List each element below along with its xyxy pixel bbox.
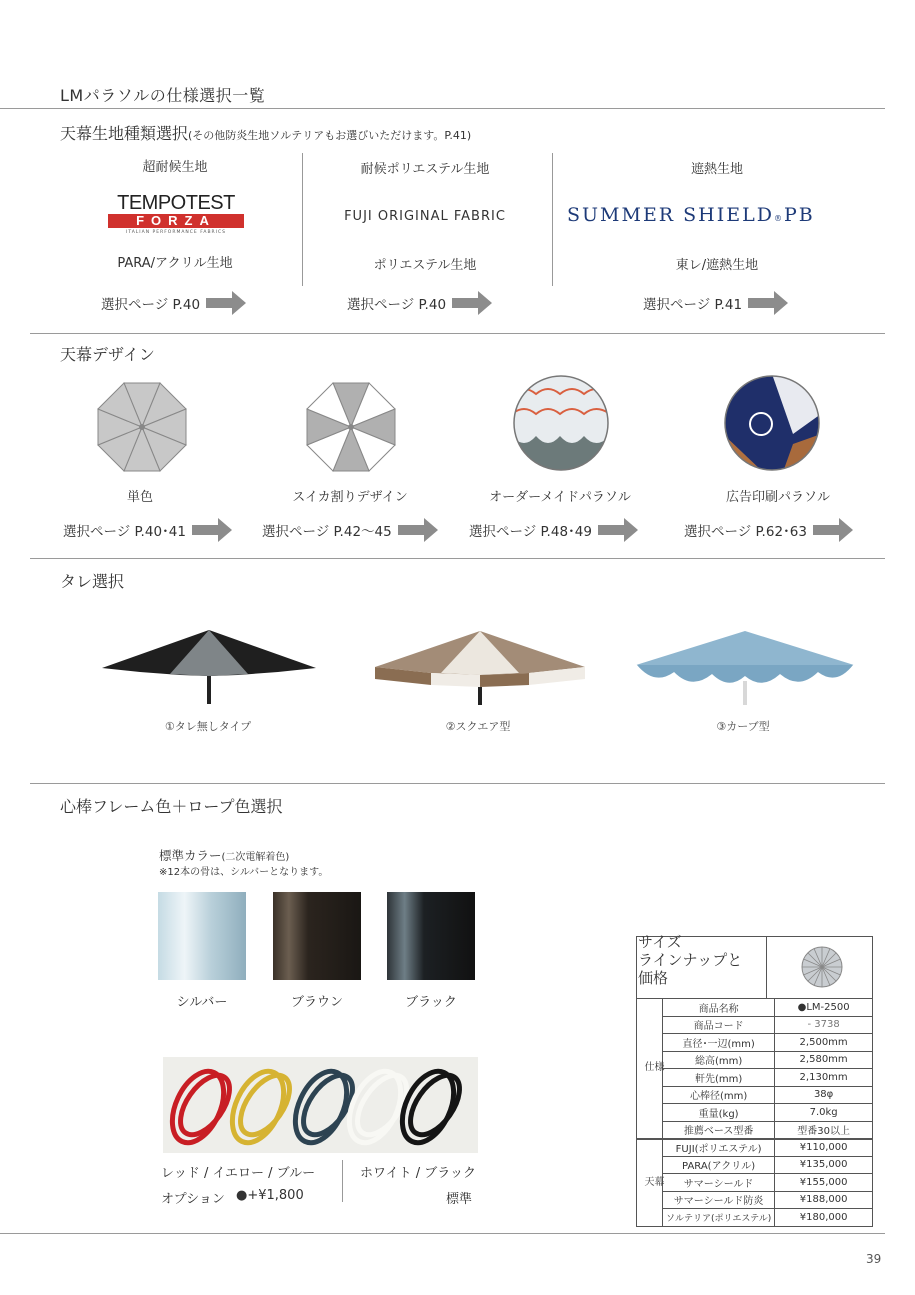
divider-vertical	[342, 1160, 343, 1202]
fabric-col1-page-link[interactable]	[101, 291, 246, 315]
ad-print-parasol-photo	[723, 374, 821, 472]
table-row	[637, 1016, 873, 1034]
arrow-right-icon	[813, 518, 853, 542]
price-label: FUJI(ポリエステル)	[663, 1139, 775, 1157]
page-title: LMパラソルの仕様選択一覧	[60, 86, 266, 105]
divider	[30, 558, 885, 559]
spec-group-label	[637, 999, 663, 1139]
fabric-col3-bottom: 東レ/遮熱生地	[675, 258, 759, 273]
summer-shield-suffix: PB	[783, 204, 815, 226]
spec-heading-line: サイズ	[638, 933, 682, 951]
table-row	[637, 1209, 873, 1227]
spec-heading-line: 価格	[638, 969, 669, 987]
price-label: ソルテリア(ポリエステル)	[663, 1209, 775, 1227]
valance-heading: タレ選択	[60, 572, 125, 591]
divider-vertical	[302, 153, 303, 286]
price-label: サマーシールド防炎	[663, 1191, 775, 1209]
divider-vertical	[552, 153, 553, 286]
price-label: サマーシールド	[663, 1174, 775, 1192]
price-value: ¥188,000	[775, 1191, 873, 1209]
spec-value: 2,500mm	[775, 1034, 873, 1052]
price-value: ¥155,000	[775, 1174, 873, 1192]
design-solid-page-link[interactable]	[63, 518, 232, 542]
page-ref: 選択ページ P.42～45	[262, 524, 392, 540]
fabric-heading-text: 天幕生地種類選択	[60, 124, 189, 143]
page-ref: 選択ページ P.40	[347, 297, 447, 313]
table-row	[637, 1069, 873, 1087]
design-watermelon-page-link[interactable]	[262, 518, 438, 542]
summer-shield-wordmark: SUMMER SHIELD	[567, 204, 774, 226]
brown-label: ブラウン	[290, 995, 343, 1010]
fabric-col3-page-link[interactable]	[643, 291, 788, 315]
solid-parasol-top-view	[94, 379, 190, 475]
summer-shield-logo	[567, 204, 877, 226]
page-ref: 選択ページ P.62･63	[684, 524, 807, 540]
curve-valance-umbrella-image	[634, 629, 856, 705]
square-valance-umbrella-image	[371, 629, 589, 705]
spec-heading	[638, 933, 742, 987]
price-value: ¥180,000	[775, 1209, 873, 1227]
design-label-watermelon: スイカ割りデザイン	[292, 490, 408, 505]
valance-label-square: ②スクエア型	[445, 720, 511, 733]
spec-heading-cell	[637, 933, 767, 998]
fabric-heading	[60, 121, 471, 144]
spec-value: 2,130mm	[775, 1069, 873, 1087]
table-row	[637, 1139, 873, 1157]
table-row	[637, 999, 873, 1017]
rope-std-label: 標準	[446, 1192, 473, 1207]
fabric-note: (その他防炎生地ソルテリアもお選びいただけます。P.41)	[188, 129, 472, 142]
spec-label: 直径･一辺(mm)	[663, 1034, 775, 1052]
fabric-col2-bottom: ポリエステル生地	[373, 258, 477, 273]
fabric-col1-top: 超耐候生地	[142, 160, 208, 175]
spec-value: ●LM-2500	[775, 999, 873, 1017]
table-row	[637, 1156, 873, 1174]
rope-colors-photo	[163, 1057, 478, 1153]
spec-group-label	[637, 1139, 663, 1227]
table-row	[637, 1191, 873, 1209]
spec-label: 商品コード	[663, 1016, 775, 1034]
spec-table	[636, 998, 873, 1227]
arrow-right-icon	[748, 291, 788, 315]
arrow-right-icon	[192, 518, 232, 542]
tempotest-tagline: ITALIAN PERFORMANCE FABRICS	[126, 230, 226, 235]
black-swatch	[387, 892, 475, 980]
design-label-solid: 単色	[126, 490, 153, 505]
table-row	[637, 1121, 873, 1139]
spec-label: 商品名称	[663, 999, 775, 1017]
frame-heading: 心棒フレーム色＋ロープ色選択	[60, 797, 283, 816]
fabric-col2-page-link[interactable]	[347, 291, 492, 315]
arrow-right-icon	[452, 291, 492, 315]
spec-label: 重量(kg)	[663, 1104, 775, 1122]
price-value: ¥135,000	[775, 1156, 873, 1174]
registered-icon: ®	[773, 214, 784, 223]
brown-swatch	[273, 892, 361, 980]
fabric-col1-bottom: PARA/アクリル生地	[117, 256, 233, 271]
std-color-label	[159, 846, 289, 864]
no-valance-umbrella-image	[100, 628, 318, 704]
page-ref: 選択ページ P.41	[643, 297, 743, 313]
parasol-top-icon	[801, 946, 843, 988]
watermelon-parasol-top-view	[303, 379, 399, 475]
table-row	[637, 1174, 873, 1192]
spec-label: 総高(mm)	[663, 1051, 775, 1069]
arrow-right-icon	[206, 291, 246, 315]
tempotest-logo	[108, 193, 244, 237]
fabric-col2-top: 耐候ポリエステル生地	[360, 162, 490, 177]
spec-value: 7.0kg	[775, 1104, 873, 1122]
rope-option-colors: レッド / イエロー / ブルー	[161, 1166, 316, 1181]
valance-label-curve: ③カーブ型	[716, 720, 770, 733]
rope-option-label: オプション	[161, 1192, 225, 1207]
spec-group-text: 天幕	[644, 1176, 665, 1188]
table-row	[637, 1086, 873, 1104]
std-color-title: 標準カラー	[159, 848, 222, 863]
spec-value: 2,580mm	[775, 1051, 873, 1069]
price-value: ¥110,000	[775, 1139, 873, 1157]
divider	[0, 1233, 885, 1234]
spec-label: 心棒径(mm)	[663, 1086, 775, 1104]
arrow-right-icon	[598, 518, 638, 542]
rope-option-price: ●+¥1,800	[236, 1188, 304, 1203]
table-row	[637, 1104, 873, 1122]
spec-label: 軒先(mm)	[663, 1069, 775, 1087]
divider	[30, 783, 885, 784]
table-row	[637, 1051, 873, 1069]
silver-label: シルバー	[176, 995, 228, 1010]
spec-value: - 3738	[775, 1016, 873, 1034]
price-label: PARA(アクリル)	[663, 1156, 775, 1174]
spec-group-text: 仕様	[644, 1062, 665, 1074]
divider	[0, 108, 885, 109]
page-ref: 選択ページ P.40	[101, 297, 201, 313]
fuji-brand: FUJI ORIGINAL FABRIC	[344, 209, 506, 224]
valance-label-none: ①タレ無しタイプ	[164, 720, 252, 733]
rope-std-colors: ホワイト / ブラック	[360, 1166, 476, 1181]
arrow-right-icon	[398, 518, 438, 542]
order-made-parasol-photo	[512, 374, 610, 472]
page-ref: 選択ページ P.48･49	[469, 524, 592, 540]
design-ad-print-page-link[interactable]	[684, 518, 853, 542]
tempotest-wordmark: TEMPOTEST	[117, 192, 235, 214]
table-row	[637, 1034, 873, 1052]
page-number: 39	[866, 1252, 882, 1266]
spec-header	[636, 933, 873, 998]
silver-swatch	[158, 892, 246, 980]
fabric-col3-top: 遮熱生地	[690, 162, 743, 177]
forza-wordmark: FORZA	[108, 214, 244, 228]
spec-label: 推薦ベース型番	[663, 1121, 775, 1139]
design-label-order-made: オーダーメイドパラソル	[489, 490, 631, 505]
design-heading: 天幕デザイン	[60, 345, 155, 364]
page-ref: 選択ページ P.40･41	[63, 524, 186, 540]
design-order-made-page-link[interactable]	[469, 518, 638, 542]
black-label: ブラック	[405, 995, 457, 1010]
spec-heading-line: ラインナップと	[638, 951, 743, 969]
std-color-note: (二次電解着色)	[221, 852, 290, 863]
spec-value: 38φ	[775, 1086, 873, 1104]
spec-value: 型番30以上	[775, 1121, 873, 1139]
divider	[30, 333, 885, 334]
design-label-ad-print: 広告印刷パラソル	[725, 490, 830, 505]
rib-note: ※12本の骨は、シルバーとなります。	[159, 867, 329, 878]
